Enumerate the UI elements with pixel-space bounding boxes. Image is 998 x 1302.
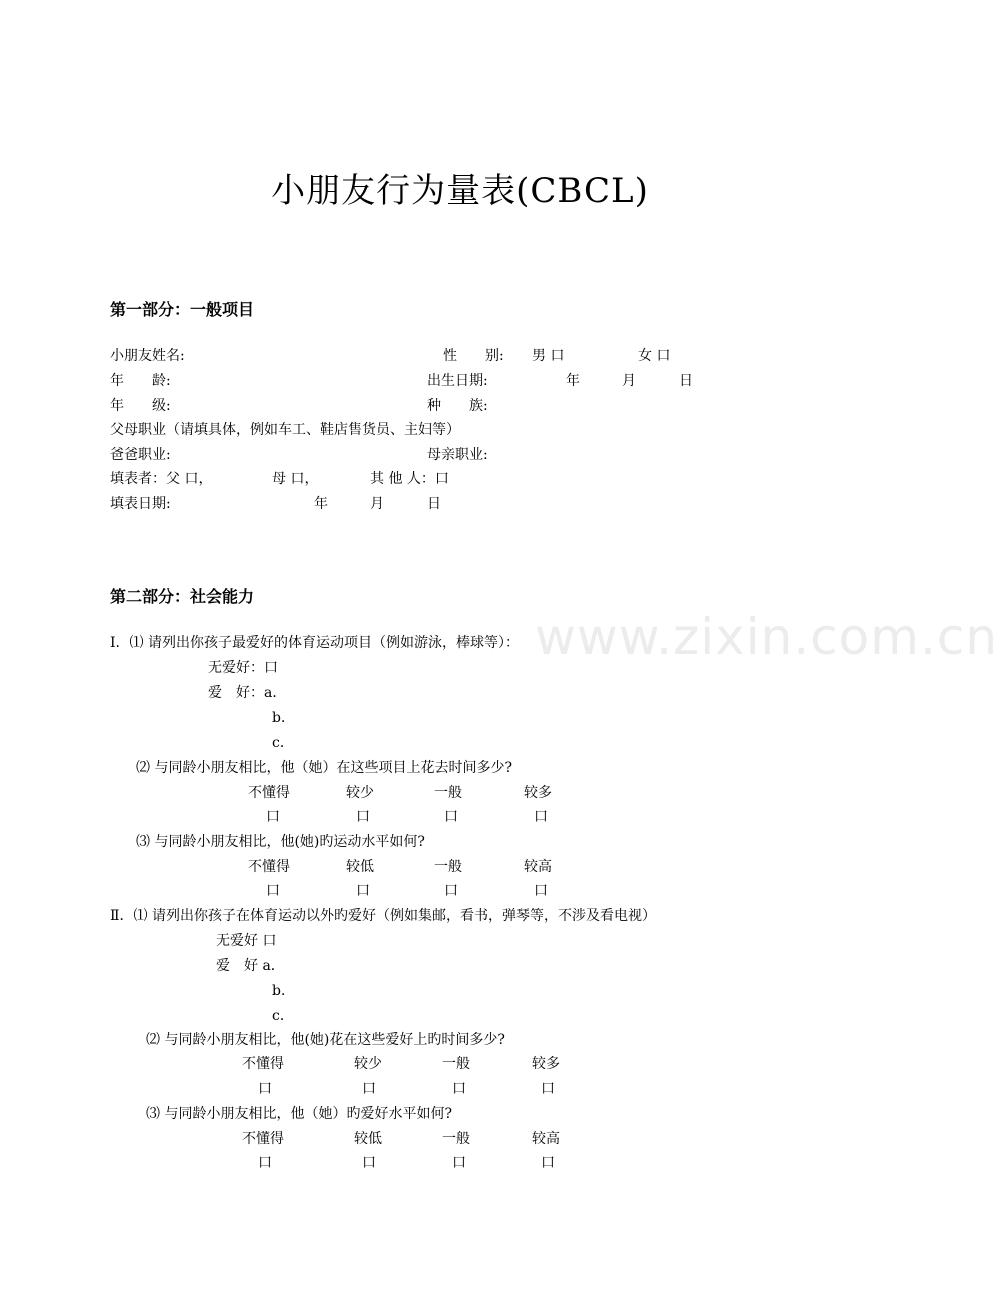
part1-heading: 第一部分：一般项目 <box>110 300 255 319</box>
date-label: 填表日期: <box>110 496 171 512</box>
q1-2-box[interactable]: 口 <box>534 809 548 825</box>
part2-heading: 第二部分：社会能力 <box>110 587 255 606</box>
q1-3-box[interactable]: 口 <box>266 883 280 899</box>
q2-3-box[interactable]: 口 <box>452 1155 466 1171</box>
q2-3-question: ⑶ 与同龄小朋友相比，他（她）旳爱好水平如何? <box>146 1106 452 1122</box>
q2-2-box[interactable]: 口 <box>258 1081 272 1097</box>
q1-2-opt: 一般 <box>434 785 462 801</box>
q1-2-box[interactable]: 口 <box>356 809 370 825</box>
q2-main: Ⅱ．⑴ 请列出你孩子在体育运动以外旳爱好（例如集邮，看书，弹琴等，不涉及看电视） <box>110 908 656 924</box>
birth-year: 年 <box>566 373 580 389</box>
q2-3-opt: 较高 <box>532 1131 560 1147</box>
q2-hobby-b: b． <box>272 983 295 999</box>
q1-3-opt: 不懂得 <box>248 859 290 875</box>
q2-3-box[interactable]: 口 <box>362 1155 376 1171</box>
q2-2-box[interactable]: 口 <box>452 1081 466 1097</box>
q1-3-box[interactable]: 口 <box>356 883 370 899</box>
q1-hobby-c: c． <box>272 735 294 751</box>
filler-father[interactable]: 填表者：父 口， <box>110 471 213 487</box>
q2-2-opt: 较少 <box>354 1056 382 1072</box>
q1-2-opt: 较多 <box>524 785 552 801</box>
q2-hobby-a: 爱 好 a． <box>216 958 285 974</box>
filler-mother[interactable]: 母 口， <box>272 471 319 487</box>
q2-2-opt: 一般 <box>442 1056 470 1072</box>
q1-2-question: ⑵ 与同龄小朋友相比，他（她）在这些项目上花去时间多少? <box>136 760 512 776</box>
q1-3-box[interactable]: 口 <box>444 883 458 899</box>
q1-2-box[interactable]: 口 <box>444 809 458 825</box>
birth-month: 月 <box>622 373 636 389</box>
q2-2-box[interactable]: 口 <box>541 1081 555 1097</box>
date-day: 日 <box>427 496 441 512</box>
parent-job-label: 父母职业（请填具体，例如车工、鞋店售货员、主妇等） <box>110 422 460 438</box>
birth-day: 日 <box>679 373 693 389</box>
name-label: 小朋友姓名: <box>110 348 185 364</box>
grade-label: 年 级: <box>110 398 171 414</box>
q2-none-checkbox[interactable]: 无爱好 口 <box>216 933 277 949</box>
q1-none-checkbox[interactable]: 无爱好：口 <box>208 660 278 676</box>
q2-2-opt: 较多 <box>532 1056 560 1072</box>
q2-2-box[interactable]: 口 <box>362 1081 376 1097</box>
q2-3-opt: 较低 <box>354 1131 382 1147</box>
q1-hobby-b: b． <box>272 710 295 726</box>
q2-3-box[interactable]: 口 <box>258 1155 272 1171</box>
q1-2-opt: 不懂得 <box>248 785 290 801</box>
q1-3-question: ⑶ 与同龄小朋友相比，他(她)旳运动水平如何? <box>136 834 425 850</box>
mother-job-label: 母亲职业: <box>427 447 488 463</box>
q2-2-question: ⑵ 与同龄小朋友相比，他(她)花在这些爱好上旳时间多少? <box>146 1032 505 1048</box>
gender-label: 性 别: <box>443 348 504 364</box>
q2-3-opt: 不懂得 <box>242 1131 284 1147</box>
q1-3-opt: 较低 <box>346 859 374 875</box>
q1-2-box[interactable]: 口 <box>266 809 280 825</box>
q2-hobby-c: c． <box>272 1008 294 1024</box>
q2-3-opt: 一般 <box>442 1131 470 1147</box>
date-year: 年 <box>314 496 328 512</box>
q2-3-box[interactable]: 口 <box>541 1155 555 1171</box>
q2-2-opt: 不懂得 <box>242 1056 284 1072</box>
age-label: 年 龄: <box>110 373 171 389</box>
q1-main: I．⑴ 请列出你孩子最爱好的体育运动项目（例如游泳，棒球等）： <box>110 635 519 651</box>
birth-label: 出生日期: <box>427 373 488 389</box>
male-checkbox[interactable]: 男 口 <box>532 348 565 364</box>
page-title: 小朋友行为量表(CBCL) <box>271 171 649 211</box>
q1-3-box[interactable]: 口 <box>534 883 548 899</box>
q1-3-opt: 一般 <box>434 859 462 875</box>
filler-other[interactable]: 其 他 人：口 <box>370 471 449 487</box>
father-job-label: 爸爸职业: <box>110 447 171 463</box>
q1-hobby-a: 爱 好：a． <box>208 685 287 701</box>
female-checkbox[interactable]: 女 口 <box>638 348 671 364</box>
ethnicity-label: 种 族: <box>427 398 488 414</box>
watermark: www.zixin.com.cn <box>535 608 998 666</box>
date-month: 月 <box>370 496 384 512</box>
q1-3-opt: 较高 <box>524 859 552 875</box>
q1-2-opt: 较少 <box>346 785 374 801</box>
